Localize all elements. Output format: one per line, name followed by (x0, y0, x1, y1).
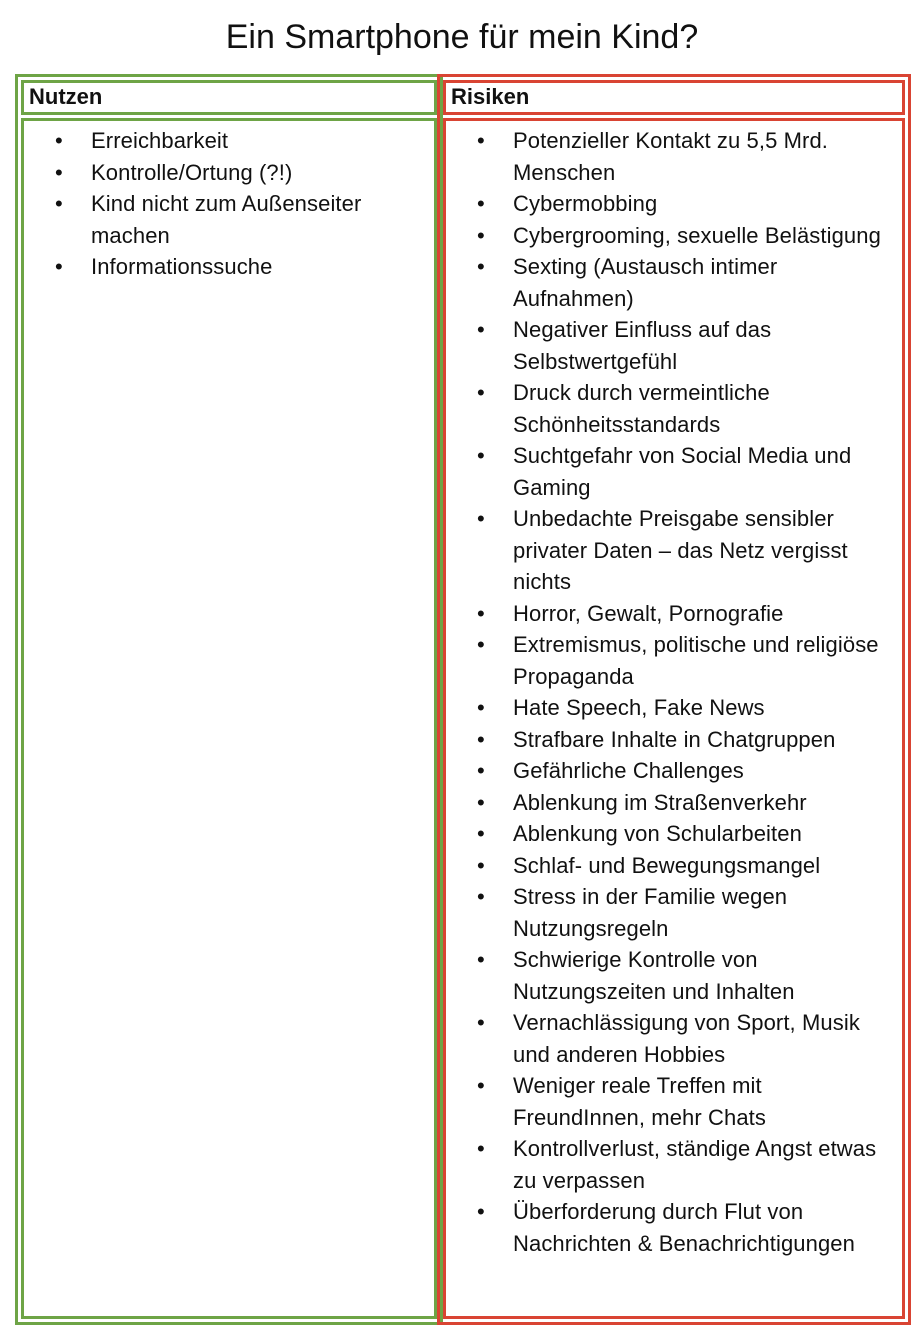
list-item: • Kontrolle/Ortung (?!) (55, 157, 424, 189)
list-item: • Sexting (Austausch intimer Aufnahmen) (477, 251, 898, 314)
list-item: • Gefährliche Challenges (477, 755, 898, 787)
list-item: • Cybermobbing (477, 188, 898, 220)
list-item: • Extremismus, politische und religiöse Propaganda (477, 629, 898, 692)
list-item: • Ablenkung im Straßenverkehr (477, 787, 898, 819)
list-item: • Weniger reale Treffen mit FreundInnen, mehr Chats (477, 1070, 898, 1133)
list-item: • Schwierige Kontrolle von Nutzungszeiten und Inhalten (477, 944, 898, 1007)
risiken-body (443, 118, 905, 1319)
list-item: • Kind nicht zum Außenseiter machen (55, 188, 424, 251)
list-item: • Unbedachte Preisgabe sensibler privater Daten – das Netz vergisst nichts (477, 503, 898, 598)
list-item: • Negativer Einfluss auf das Selbstwertgefühl (477, 314, 898, 377)
list-item: • Schlaf- und Bewegungsmangel (477, 850, 898, 882)
list-item: • Horror, Gewalt, Pornografie (477, 598, 898, 630)
list-item: • Strafbare Inhalte in Chatgruppen (477, 724, 898, 756)
list-item: • Informationssuche (55, 251, 424, 283)
list-item: • Suchtgefahr von Social Media und Gaming (477, 440, 898, 503)
list-item: • Erreichbarkeit (55, 125, 424, 157)
nutzen-body (21, 118, 437, 1319)
nutzen-list (55, 125, 424, 283)
nutzen-header: Nutzen (21, 80, 437, 115)
list-item: • Ablenkung von Schularbeiten (477, 818, 898, 850)
list-item: • Stress in der Familie wegen Nutzungsregeln (477, 881, 898, 944)
list-item: • Vernachlässigung von Sport, Musik und anderen Hobbies (477, 1007, 898, 1070)
list-item: • Kontrollverlust, ständige Angst etwas zu verpassen (477, 1133, 898, 1196)
risiken-list (477, 125, 898, 1259)
list-item: • Cybergrooming, sexuelle Belästigung (477, 220, 898, 252)
list-item: • Druck durch vermeintliche Schönheitsstandards (477, 377, 898, 440)
risiken-header: Risiken (443, 80, 905, 115)
list-item: • Potenzieller Kontakt zu 5,5 Mrd. Menschen (477, 125, 898, 188)
list-item: • Hate Speech, Fake News (477, 692, 898, 724)
list-item: • Überforderung durch Flut von Nachrichten & Benachrichtigungen (477, 1196, 898, 1259)
risiken-column (437, 74, 911, 1325)
nutzen-column (15, 74, 443, 1325)
page-title: Ein Smartphone für mein Kind? (225, 18, 699, 56)
